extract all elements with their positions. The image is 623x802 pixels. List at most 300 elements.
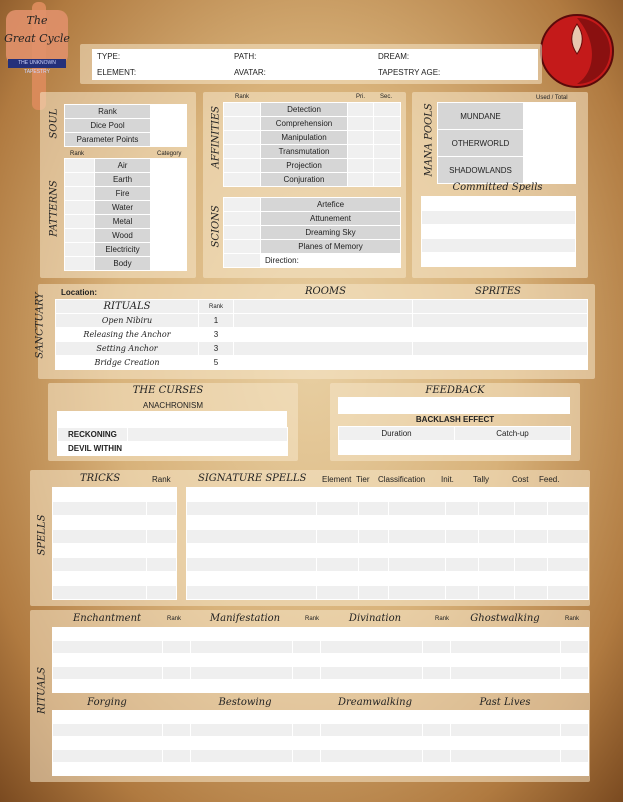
ritual-school-header: Ghostwalking — [470, 613, 540, 624]
sprites-cell[interactable] — [413, 314, 588, 328]
signature-spell-cell[interactable] — [479, 544, 515, 558]
affinity-label: Detection — [261, 103, 348, 117]
signature-spell-cell[interactable] — [479, 488, 515, 502]
sprites-cell[interactable] — [413, 328, 588, 342]
feedback-box[interactable] — [500, 398, 523, 414]
pattern-category-cell[interactable] — [151, 159, 187, 173]
ritual-name-cell[interactable] — [321, 680, 423, 693]
pattern-category-cell[interactable] — [151, 187, 187, 201]
soul-title: SOUL — [48, 108, 60, 139]
pattern-row — [65, 187, 187, 201]
ritual-name-cell[interactable] — [53, 654, 163, 667]
ritual-rank-cell[interactable] — [423, 654, 451, 667]
ritual-rank-header: Rank — [167, 616, 182, 622]
committed-spell-cell[interactable] — [422, 225, 576, 239]
signature-spell-cell[interactable] — [389, 544, 446, 558]
signature-spell-cell[interactable] — [515, 544, 548, 558]
soul-dice-pool-value[interactable] — [151, 119, 187, 133]
backlash-table — [338, 426, 571, 455]
signature-spell-cell[interactable] — [548, 488, 589, 502]
ritual-name-cell[interactable] — [451, 750, 561, 763]
signature-spell-cell[interactable] — [389, 586, 446, 600]
signature-col-header: Feed. — [539, 475, 560, 484]
affinity-sec-cell[interactable] — [374, 117, 401, 131]
signature-spell-cell[interactable] — [359, 586, 389, 600]
ritual-name-cell[interactable] — [53, 667, 163, 680]
signature-spell-cell[interactable] — [479, 530, 515, 544]
tricks-table — [52, 487, 177, 600]
patterns-category-header: Category — [157, 151, 182, 157]
signature-spell-cell[interactable] — [446, 530, 479, 544]
trick-row — [53, 502, 177, 516]
signature-spell-cell[interactable] — [446, 558, 479, 572]
soul-rank-label: Rank — [65, 105, 151, 119]
affinity-pri-cell[interactable] — [348, 173, 374, 187]
signature-spell-cell[interactable] — [515, 586, 548, 600]
ritual-name-cell[interactable] — [53, 711, 163, 724]
anachronism-box[interactable] — [58, 412, 81, 428]
feedback-box[interactable] — [339, 398, 362, 414]
pattern-rank-cell[interactable] — [65, 173, 95, 187]
mana-pool-value[interactable] — [524, 103, 576, 130]
signature-spell-cell[interactable] — [515, 530, 548, 544]
ritual-name-cell[interactable] — [191, 724, 293, 737]
signature-spell-cell[interactable] — [446, 586, 479, 600]
pattern-label: Fire — [95, 187, 151, 201]
ritual-rank-cell[interactable] — [163, 680, 191, 693]
type-field[interactable]: TYPE: — [97, 52, 121, 61]
signature-spell-cell[interactable] — [187, 502, 317, 516]
ritual-rank-cell[interactable] — [561, 654, 589, 667]
signature-spell-cell[interactable] — [446, 516, 479, 530]
signature-spell-cell[interactable] — [548, 544, 589, 558]
signature-spell-cell[interactable] — [515, 502, 548, 516]
signature-spell-cell[interactable] — [479, 502, 515, 516]
affinity-sec-cell[interactable] — [374, 103, 401, 117]
trick-row — [53, 530, 177, 544]
rooms-cell[interactable] — [234, 342, 413, 356]
ritual-name-cell[interactable] — [191, 667, 293, 680]
ritual-rank-cell[interactable] — [423, 680, 451, 693]
ritual-rank-cell[interactable] — [561, 711, 589, 724]
ritual-rank-cell[interactable] — [163, 724, 191, 737]
affinity-pri-cell[interactable] — [348, 131, 374, 145]
affinity-sec-cell[interactable] — [374, 159, 401, 173]
ritual-name-cell[interactable] — [53, 724, 163, 737]
rituals-table-bottom — [52, 710, 589, 776]
anachronism-box[interactable] — [126, 412, 149, 428]
mana-pool-value[interactable] — [524, 130, 576, 157]
ritual-name-cell[interactable] — [191, 641, 293, 654]
rooms-cell[interactable] — [234, 328, 413, 342]
ritual-name-cell[interactable] — [321, 750, 423, 763]
pattern-category-cell[interactable] — [151, 229, 187, 243]
ritual-name-cell[interactable] — [321, 628, 423, 641]
signature-spell-cell[interactable] — [317, 558, 359, 572]
pattern-label: Earth — [95, 173, 151, 187]
ritual-rank-header: Rank — [435, 616, 450, 622]
mana-pools-title: MANA POOLS — [423, 103, 435, 177]
committed-spell-cell[interactable] — [422, 253, 576, 267]
ritual-rank-cell[interactable] — [561, 737, 589, 750]
signature-spell-cell[interactable] — [389, 502, 446, 516]
ritual-rank-cell[interactable] — [561, 750, 589, 763]
ritual-rank-cell[interactable] — [293, 654, 321, 667]
signature-spell-cell[interactable] — [548, 530, 589, 544]
signature-col-header: Init. — [441, 475, 454, 484]
anachronism-box[interactable] — [218, 412, 241, 428]
committed-spells-title: Committed Spells — [452, 182, 543, 193]
signature-spell-cell[interactable] — [389, 530, 446, 544]
anachronism-box[interactable] — [195, 412, 218, 428]
committed-spell-cell[interactable] — [422, 197, 576, 211]
sanctuary-ritual-row — [56, 314, 588, 328]
ritual-rank-cell[interactable] — [423, 724, 451, 737]
trick-name-cell[interactable] — [53, 516, 147, 530]
signature-spell-cell[interactable] — [515, 488, 548, 502]
signature-spell-cell[interactable] — [359, 558, 389, 572]
pattern-row — [65, 229, 187, 243]
pattern-rank-cell[interactable] — [65, 257, 95, 271]
ritual-name-cell[interactable] — [191, 680, 293, 693]
signature-spell-cell[interactable] — [359, 544, 389, 558]
trick-row — [53, 558, 177, 572]
ritual-name-cell[interactable] — [451, 641, 561, 654]
tapestry-age-field[interactable]: TAPESTRY AGE: — [378, 68, 441, 77]
signature-spell-cell[interactable] — [317, 516, 359, 530]
ritual-rank-cell[interactable] — [163, 628, 191, 641]
ritual-name-cell[interactable] — [53, 737, 163, 750]
pattern-rank-cell[interactable] — [65, 243, 95, 257]
ritual-rank-cell[interactable] — [561, 724, 589, 737]
signature-spell-cell[interactable] — [479, 586, 515, 600]
signature-spell-cell[interactable] — [515, 516, 548, 530]
anachronism-box[interactable] — [241, 412, 264, 428]
signature-spell-cell[interactable] — [359, 502, 389, 516]
ritual-name-cell[interactable] — [451, 654, 561, 667]
ritual-name-cell[interactable] — [191, 750, 293, 763]
trick-name-cell[interactable] — [53, 488, 147, 502]
signature-spell-cell[interactable] — [317, 488, 359, 502]
signature-spell-cell[interactable] — [389, 572, 446, 586]
trick-rank-cell[interactable] — [147, 488, 177, 502]
anachronism-box[interactable] — [149, 412, 172, 428]
affinity-rank-cell[interactable] — [224, 159, 261, 173]
ritual-rank-cell[interactable] — [561, 641, 589, 654]
sprites-header: SPRITES — [475, 286, 521, 297]
signature-spell-cell[interactable] — [548, 516, 589, 530]
ritual-rank-cell[interactable] — [293, 724, 321, 737]
ritual-rank-cell[interactable] — [293, 763, 321, 776]
signature-spell-cell[interactable] — [446, 572, 479, 586]
affinity-sec-cell[interactable] — [374, 131, 401, 145]
pattern-category-cell[interactable] — [151, 201, 187, 215]
affinity-rank-cell[interactable] — [224, 145, 261, 159]
ritual-name-cell[interactable] — [191, 654, 293, 667]
ritual-rank-cell[interactable] — [163, 750, 191, 763]
pattern-category-cell[interactable] — [151, 173, 187, 187]
anachronism-box[interactable] — [172, 412, 195, 428]
affinities-table — [223, 102, 401, 187]
signature-spell-cell[interactable] — [317, 544, 359, 558]
committed-spell-cell[interactable] — [422, 239, 576, 253]
ritual-rank-cell[interactable] — [423, 711, 451, 724]
affinity-rank-cell[interactable] — [224, 131, 261, 145]
ritual-name-cell[interactable] — [321, 711, 423, 724]
ritual-rank-cell[interactable] — [293, 737, 321, 750]
trick-rank-cell[interactable] — [147, 586, 177, 600]
ritual-name-cell[interactable] — [451, 763, 561, 776]
scion-rank-cell[interactable] — [224, 240, 261, 254]
ritual-rank-cell[interactable] — [561, 667, 589, 680]
signature-spell-cell[interactable] — [359, 516, 389, 530]
feedback-box[interactable] — [431, 398, 454, 414]
signature-spell-cell[interactable] — [187, 488, 317, 502]
duration-value[interactable] — [339, 441, 455, 455]
ritual-name-cell[interactable] — [53, 641, 163, 654]
trick-rank-cell[interactable] — [147, 572, 177, 586]
ritual-name-cell[interactable] — [451, 667, 561, 680]
ritual-name-cell[interactable] — [321, 641, 423, 654]
affinity-pri-cell[interactable] — [348, 117, 374, 131]
ritual-rank-cell[interactable] — [293, 711, 321, 724]
scion-rank-cell[interactable] — [224, 226, 261, 240]
ritual-rank-cell[interactable] — [423, 763, 451, 776]
ritual-rank-cell[interactable] — [561, 628, 589, 641]
curses-table — [57, 427, 288, 456]
ritual-rank-cell[interactable] — [423, 628, 451, 641]
signature-spell-cell[interactable] — [359, 530, 389, 544]
ritual-name-cell[interactable] — [53, 680, 163, 693]
affinity-pri-cell[interactable] — [348, 145, 374, 159]
sprites-cell[interactable] — [413, 356, 588, 370]
pattern-rank-cell[interactable] — [65, 201, 95, 215]
ritual-school-header: Manifestation — [209, 613, 281, 624]
ritual-rank-cell[interactable] — [163, 667, 191, 680]
signature-spell-cell[interactable] — [548, 572, 589, 586]
ritual-rank-cell[interactable] — [561, 763, 589, 776]
ritual-name-cell[interactable] — [451, 724, 561, 737]
ritual-rank-cell[interactable] — [561, 680, 589, 693]
signature-spell-cell[interactable] — [479, 516, 515, 530]
rituals-header: RITUALS — [56, 300, 199, 314]
signature-spell-cell[interactable] — [317, 502, 359, 516]
affinity-rank-cell[interactable] — [224, 103, 261, 117]
anachronism-box[interactable] — [264, 412, 287, 428]
scion-rank-cell[interactable] — [224, 254, 261, 268]
ritual-row — [53, 711, 589, 724]
signature-spell-cell[interactable] — [187, 544, 317, 558]
signature-spell-cell[interactable] — [446, 502, 479, 516]
signature-spell-cell[interactable] — [389, 488, 446, 502]
ritual-name-cell[interactable] — [451, 628, 561, 641]
trick-name-cell[interactable] — [53, 586, 147, 600]
signature-spell-cell[interactable] — [479, 558, 515, 572]
catch-up-value[interactable] — [455, 441, 571, 455]
soul-rank-value[interactable] — [151, 105, 187, 119]
ritual-row — [53, 680, 589, 693]
affinity-row — [224, 103, 401, 117]
feedback-box[interactable] — [477, 398, 500, 414]
signature-spell-cell[interactable] — [446, 488, 479, 502]
signature-spell-cell[interactable] — [389, 516, 446, 530]
tricks-header: TRICKS — [80, 473, 121, 484]
direction-field[interactable]: Direction: — [261, 254, 401, 268]
ritual-name-cell[interactable] — [321, 763, 423, 776]
mana-pool-value[interactable] — [524, 157, 576, 184]
ritual-rank: 3 — [199, 328, 234, 342]
rituals-title: RITUALS — [36, 667, 48, 714]
pattern-rank-cell[interactable] — [65, 229, 95, 243]
signature-spell-cell[interactable] — [515, 558, 548, 572]
affinity-rank-cell[interactable] — [224, 173, 261, 187]
ritual-rank-cell[interactable] — [293, 628, 321, 641]
trick-rank-cell[interactable] — [147, 516, 177, 530]
pattern-rank-cell[interactable] — [65, 159, 95, 173]
signature-spell-cell[interactable] — [548, 502, 589, 516]
sprites-cell[interactable] — [413, 300, 588, 314]
scions-title: SCIONS — [210, 205, 222, 248]
signature-spell-cell[interactable] — [187, 516, 317, 530]
trick-rank-cell[interactable] — [147, 502, 177, 516]
trick-rank-cell[interactable] — [147, 530, 177, 544]
ritual-rank-cell[interactable] — [163, 641, 191, 654]
trick-name-cell[interactable] — [53, 558, 147, 572]
ritual-name-cell[interactable] — [451, 711, 561, 724]
affinity-label: Conjuration — [261, 173, 348, 187]
ritual-rank-cell[interactable] — [163, 711, 191, 724]
ritual-rank-cell[interactable] — [163, 737, 191, 750]
ritual-name-cell[interactable] — [53, 763, 163, 776]
ritual-name-cell[interactable] — [53, 628, 163, 641]
scion-rank-cell[interactable] — [224, 198, 261, 212]
committed-spell-row — [422, 197, 576, 211]
ritual-rank-cell[interactable] — [163, 763, 191, 776]
feedback-box[interactable] — [408, 398, 431, 414]
feedback-box[interactable] — [546, 398, 569, 414]
feedback-box[interactable] — [362, 398, 385, 414]
reckoning-value[interactable] — [128, 428, 288, 442]
ritual-rank-cell[interactable] — [423, 737, 451, 750]
trick-name-cell[interactable] — [53, 530, 147, 544]
signature-spell-cell[interactable] — [359, 488, 389, 502]
ritual-name-cell[interactable] — [451, 737, 561, 750]
soul-parameter-points-value[interactable] — [151, 133, 187, 147]
affinity-row — [224, 173, 401, 187]
avatar-field[interactable]: AVATAR: — [234, 68, 266, 77]
ritual-name-cell[interactable] — [451, 680, 561, 693]
ritual-rank-cell[interactable] — [423, 641, 451, 654]
location-field[interactable]: Location: — [61, 288, 97, 297]
ritual-rank-cell[interactable] — [423, 750, 451, 763]
pattern-row — [65, 173, 187, 187]
ritual-rank-cell[interactable] — [293, 680, 321, 693]
scion-rank-cell[interactable] — [224, 212, 261, 226]
pattern-rank-cell[interactable] — [65, 215, 95, 229]
pattern-category-cell[interactable] — [151, 257, 187, 271]
ritual-name-cell[interactable] — [321, 737, 423, 750]
affinity-label: Transmutation — [261, 145, 348, 159]
feedback-box[interactable] — [385, 398, 408, 414]
ritual-rank-cell[interactable] — [293, 750, 321, 763]
signature-spell-cell[interactable] — [187, 530, 317, 544]
pattern-rank-cell[interactable] — [65, 187, 95, 201]
signature-spell-cell[interactable] — [389, 558, 446, 572]
affinity-row — [224, 159, 401, 173]
ritual-rank-cell[interactable] — [163, 654, 191, 667]
ritual-name-cell[interactable] — [191, 763, 293, 776]
ritual-rank-cell[interactable] — [423, 667, 451, 680]
trick-name-cell[interactable] — [53, 502, 147, 516]
signature-spell-cell[interactable] — [187, 586, 317, 600]
signature-spell-cell[interactable] — [317, 572, 359, 586]
scion-row — [224, 212, 401, 226]
ritual-name-cell[interactable] — [191, 711, 293, 724]
ritual-rank-cell[interactable] — [293, 641, 321, 654]
path-field[interactable]: PATH: — [234, 52, 257, 61]
mana-pool-label: OTHERWORLD — [438, 130, 524, 157]
affinities-sec-header: Sec. — [380, 94, 393, 100]
rooms-cell[interactable] — [234, 300, 413, 314]
ritual-name-cell[interactable] — [191, 737, 293, 750]
signature-spell-cell[interactable] — [317, 530, 359, 544]
anachronism-box[interactable] — [80, 412, 103, 428]
signature-spell-cell[interactable] — [317, 586, 359, 600]
devil-within-value[interactable] — [128, 442, 288, 456]
trick-rank-cell[interactable] — [147, 544, 177, 558]
signature-spell-cell[interactable] — [187, 572, 317, 586]
signature-spell-cell[interactable] — [515, 572, 548, 586]
affinity-pri-cell[interactable] — [348, 103, 374, 117]
affinity-pri-cell[interactable] — [348, 159, 374, 173]
feedback-box[interactable] — [454, 398, 477, 414]
rooms-cell[interactable] — [234, 356, 413, 370]
element-field[interactable]: ELEMENT: — [97, 68, 137, 77]
ritual-name-cell[interactable] — [191, 628, 293, 641]
pattern-category-cell[interactable] — [151, 243, 187, 257]
rooms-cell[interactable] — [234, 314, 413, 328]
signature-col-header: Tally — [473, 475, 490, 484]
signature-spell-cell[interactable] — [446, 544, 479, 558]
ritual-rank: 5 — [199, 356, 234, 370]
trick-name-cell[interactable] — [53, 572, 147, 586]
signature-spell-cell[interactable] — [548, 586, 589, 600]
feedback-box[interactable] — [523, 398, 546, 414]
affinity-sec-cell[interactable] — [374, 173, 401, 187]
affinity-row — [224, 145, 401, 159]
anachronism-box[interactable] — [103, 412, 126, 428]
affinity-rank-cell[interactable] — [224, 117, 261, 131]
dream-field[interactable]: DREAM: — [378, 52, 410, 61]
affinity-sec-cell[interactable] — [374, 145, 401, 159]
sprites-cell[interactable] — [413, 342, 588, 356]
trick-name-cell[interactable] — [53, 544, 147, 558]
signature-spell-cell[interactable] — [548, 558, 589, 572]
trick-rank-cell[interactable] — [147, 558, 177, 572]
ritual-name-cell[interactable] — [53, 750, 163, 763]
signature-spell-cell[interactable] — [479, 572, 515, 586]
signature-spell-cell[interactable] — [187, 558, 317, 572]
ritual-name-cell[interactable] — [321, 654, 423, 667]
signature-spell-cell[interactable] — [359, 572, 389, 586]
committed-spells-table — [421, 196, 576, 267]
ritual-name-cell[interactable] — [321, 667, 423, 680]
ritual-name-cell[interactable] — [321, 724, 423, 737]
ritual-rank-cell[interactable] — [293, 667, 321, 680]
committed-spell-cell[interactable] — [422, 211, 576, 225]
scion-row — [224, 198, 401, 212]
pattern-category-cell[interactable] — [151, 215, 187, 229]
